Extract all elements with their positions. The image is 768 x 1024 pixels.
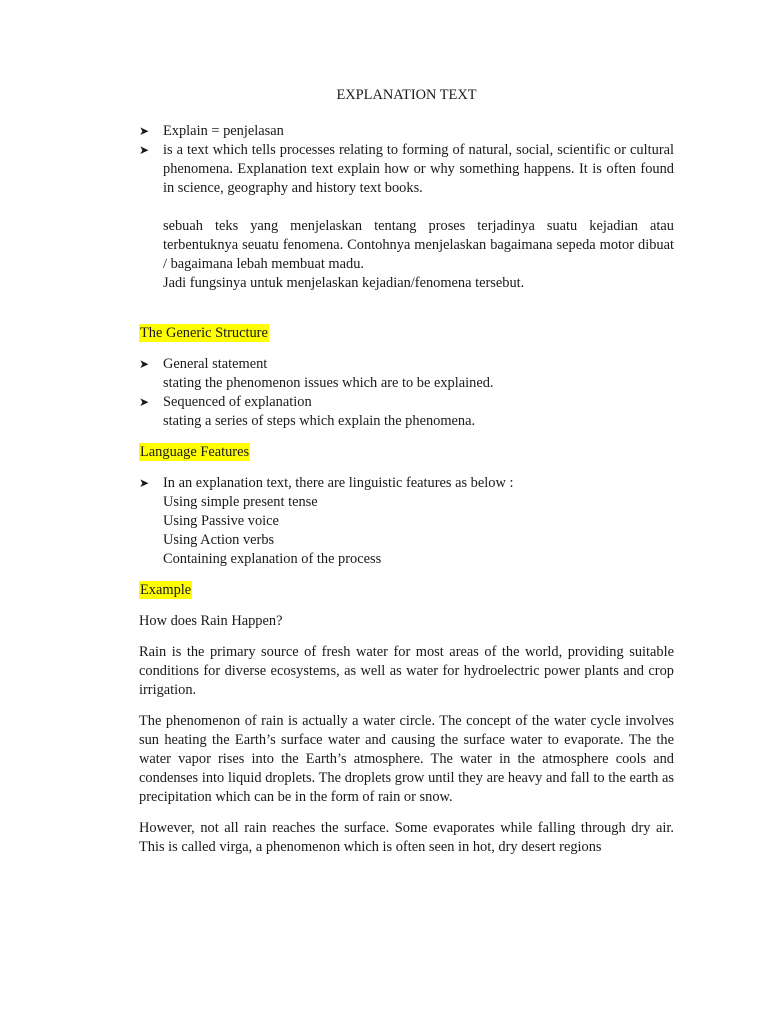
- section-heading: Language Features: [140, 444, 250, 460]
- generic-structure-section: [139, 324, 674, 431]
- arrow-bullet-icon: ➤: [139, 395, 150, 409]
- intro-description: is a text which tells processes relating to forming of natural, social, scientific or cultural phenomena. Explanation text explain how or why something happens. It is often found in science, geography and history text books.: [163, 142, 674, 196]
- list-item: [139, 141, 674, 198]
- structure-label: General statement: [163, 356, 268, 372]
- structure-desc: stating a series of steps which explain the phenomena.: [163, 413, 476, 429]
- list-item: [139, 474, 674, 569]
- function-text: Jadi fungsinya untuk menjelaskan kejadian/fenomena tersebut.: [163, 275, 525, 291]
- example-paragraph: Rain is the primary source of fresh water for most areas of the world, providing suitable conditions for diverse ecosystems, as well as water for hydroelectric power plants and crop irrigation.: [139, 644, 674, 698]
- feature-line: Using simple present tense: [163, 494, 318, 510]
- feature-line: Containing explanation of the process: [163, 551, 382, 567]
- structure-list: [139, 355, 674, 431]
- structure-label: Sequenced of explanation: [163, 394, 312, 410]
- page-title: EXPLANATION TEXT: [336, 87, 477, 103]
- arrow-bullet-icon: ➤: [139, 476, 150, 490]
- structure-desc: stating the phenomenon issues which are to be explained.: [163, 375, 494, 391]
- example-paragraph: However, not all rain reaches the surface. Some evaporates while falling through dry air. This is called virga, a phenomenon which is often seen in hot, dry desert regions: [139, 820, 674, 855]
- indonesian-text: sebuah teks yang menjelaskan tentang proses terjadinya suatu kejadian atau terbentuknya seuatu fenomena. Contohnya menjelaskan bagaimana sepeda motor dibuat / bagaimana lebah membuat madu.: [163, 218, 674, 272]
- example-question: How does Rain Happen?: [139, 613, 283, 629]
- section-heading: The Generic Structure: [140, 325, 268, 341]
- arrow-bullet-icon: ➤: [139, 143, 150, 157]
- section-heading: Example: [140, 582, 192, 598]
- features-lead: In an explanation text, there are linguistic features as below :: [163, 475, 514, 491]
- example-section: [139, 581, 674, 857]
- document-content: [139, 86, 674, 857]
- language-features-section: [139, 443, 674, 569]
- feature-line: Using Passive voice: [163, 513, 279, 529]
- arrow-bullet-icon: ➤: [139, 124, 150, 138]
- list-item: [139, 393, 674, 431]
- feature-line: Using Action verbs: [163, 532, 275, 548]
- indonesian-explanation: [139, 217, 674, 293]
- features-list: [139, 474, 674, 569]
- example-paragraph: The phenomenon of rain is actually a water circle. The concept of the water cycle involves sun heating the Earth’s surface water and causing the surface water to evaporate. The the water vapor rises into the Earth’s atmosphere. The water in the atmosphere cools and condenses into liquid droplets. The droplets grow until they are heavy and fall to the earth as precipitation which can be in the form of rain or snow.: [139, 713, 674, 805]
- intro-definition: Explain = penjelasan: [163, 123, 284, 139]
- list-item: [139, 355, 674, 393]
- list-item: [139, 122, 674, 141]
- arrow-bullet-icon: ➤: [139, 357, 150, 371]
- intro-list: [139, 122, 674, 198]
